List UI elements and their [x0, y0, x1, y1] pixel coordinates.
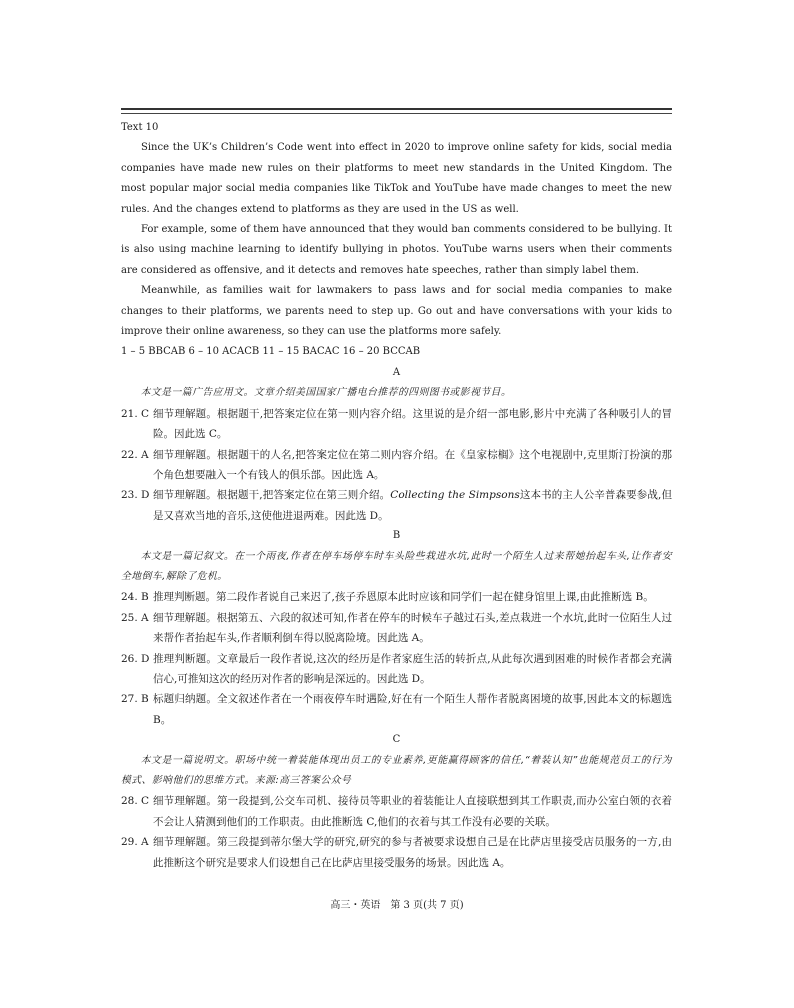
question-explanation: 细节理解题。根据第五、六段的叙述可知,作者在停车的时候车子越过石头,差点栽进一个水坑,此时一位陌生人过来帮作者抬起车头,作者顺利倒车得以脱离险境。因此选 A。 — [153, 611, 672, 645]
question-explanation: 推理判断题。第二段作者说自己来迟了,孩子乔恩原本此时应该和同学们一起在健身馆里上课,由此推断选 B。 — [153, 591, 654, 604]
question-explanation: 标题归纳题。全文叙述作者在一个雨夜停车时遇险,好在有一个陌生人帮作者脱离困境的故事,因此本文的标题选 B。 — [153, 693, 672, 726]
question-number: 25. A — [121, 611, 149, 624]
question-26 — [121, 649, 672, 690]
question-23 — [121, 485, 672, 526]
question-number: 29. A — [121, 836, 149, 849]
question-number: 22. A — [121, 448, 149, 461]
text10-paragraph-1: Since the UK’s Children’s Code went into effect in 2020 to improve online safety for kids, social media companies have made new rules on their platforms to meet new standards in the United Kingdom. The most popular major social media companies like TikTok and YouTube have made changes to meet the new rules. And the changes extend to platforms as they are used in the US as well. — [121, 142, 672, 215]
question-number: 24. B — [121, 591, 149, 604]
page-footer: 高三・英语 第 3 页(共 7 页) — [330, 900, 464, 911]
section-a-label: A — [392, 366, 401, 378]
text10-title: Text 10 — [121, 122, 159, 133]
question-25 — [121, 608, 672, 649]
section-c-summary: 本文是一篇说明文。职场中统一着装能体现出员工的专业素养,更能赢得顾客的信任,“着装认知”也能规范员工的行为模式、影响他们的思维方式。来源:高三答案公众号 — [121, 754, 672, 786]
book-title: Collecting the Simpsons — [390, 489, 520, 502]
text10-paragraph-3: Meanwhile, as families wait for lawmakers to pass laws and for social media companies to make changes to their platforms, we parents need to step up. Go out and have conversations with your kids to improve their online awareness, so they can use the platforms more safely. — [121, 285, 672, 338]
question-29 — [121, 832, 672, 873]
question-explanation: 细节理解题。根据题干的人名,把答案定位在第二则内容介绍。在《皇家棕榈》这个电视剧中,克里斯汀扮演的那个角色想要融入一个有钱人的俱乐部。因此选 A。 — [153, 448, 672, 481]
question-explanation: 细节理解题。第一段提到,公交车司机、接待员等职业的着装能让人直接联想到其工作职责,而办公室白领的衣着不会让人猜测到他们的工作职责。由此推断选 C,他们的衣着与其工作没有必要的关联。 — [153, 795, 672, 828]
header-rule-thin — [121, 113, 672, 114]
question-number: 28. C — [121, 795, 150, 808]
section-b-label: B — [392, 530, 401, 542]
question-24 — [121, 587, 672, 607]
question-explanation: 细节理解题。根据题干,把答案定位在第一则内容介绍。这里说的是介绍一部电影,影片中充满了各种吸引人的冒险。因此选 C。 — [153, 407, 672, 441]
question-number: 26. D — [121, 652, 150, 665]
answers-line: 1 – 5 BBCAB 6 – 10 ACACB 11 – 15 BACAC 16 – 20 BCCAB — [121, 346, 421, 358]
answer-key-page — [121, 118, 672, 873]
question-explanation — [153, 485, 672, 526]
question-number: 23. D — [121, 489, 150, 502]
question-explanation: 推理判断题。文章最后一段作者说,这次的经历是作者家庭生活的转折点,从此每次遇到困难的时候作者都会充满信心,可推知这次的经历对作者的影响是深远的。因此选 D。 — [153, 652, 672, 685]
question-22 — [121, 445, 672, 486]
text10-paragraph-2: For example, some of them have announced that they would ban comments considered to be bullying. It is also using machine learning to identify bullying in photos. YouTube warns users when their comments are considered as offensive, and it detects and removes hate speeches, rather than simply label them. — [121, 224, 672, 276]
question-27 — [121, 689, 672, 730]
section-a-summary: 本文是一篇广告应用文。文章介绍美国国家广播电台推荐的四则图书或影视节目。 — [140, 387, 512, 399]
explanation-part: 这本书的主人公辛普森要参战,但是又喜欢当地的音乐,这使他进退两难。因此选 D。 — [153, 489, 672, 522]
explanation-part: 细节理解题。根据题干,把答案定位在第三则介绍。 — [153, 489, 391, 502]
question-21 — [121, 404, 672, 445]
section-b-summary: 本文是一篇记叙文。在一个雨夜,作者在停车场停车时车头险些栽进水坑,此时一个陌生人过来帮她抬起车头,让作者安全地倒车,解除了危机。 — [121, 550, 672, 582]
question-number: 21. C — [121, 407, 150, 420]
question-28 — [121, 791, 672, 832]
question-explanation: 细节理解题。第三段提到蒂尔堡大学的研究,研究的参与者被要求设想自己是在比萨店里接受店员服务的一方,由此推断这个研究是要求人们设想自己在比萨店里接受服务的场景。因此选 A。 — [153, 836, 672, 869]
question-number: 27. B — [121, 693, 149, 706]
header-rule-thick — [121, 108, 672, 110]
section-c-label: C — [392, 734, 401, 746]
